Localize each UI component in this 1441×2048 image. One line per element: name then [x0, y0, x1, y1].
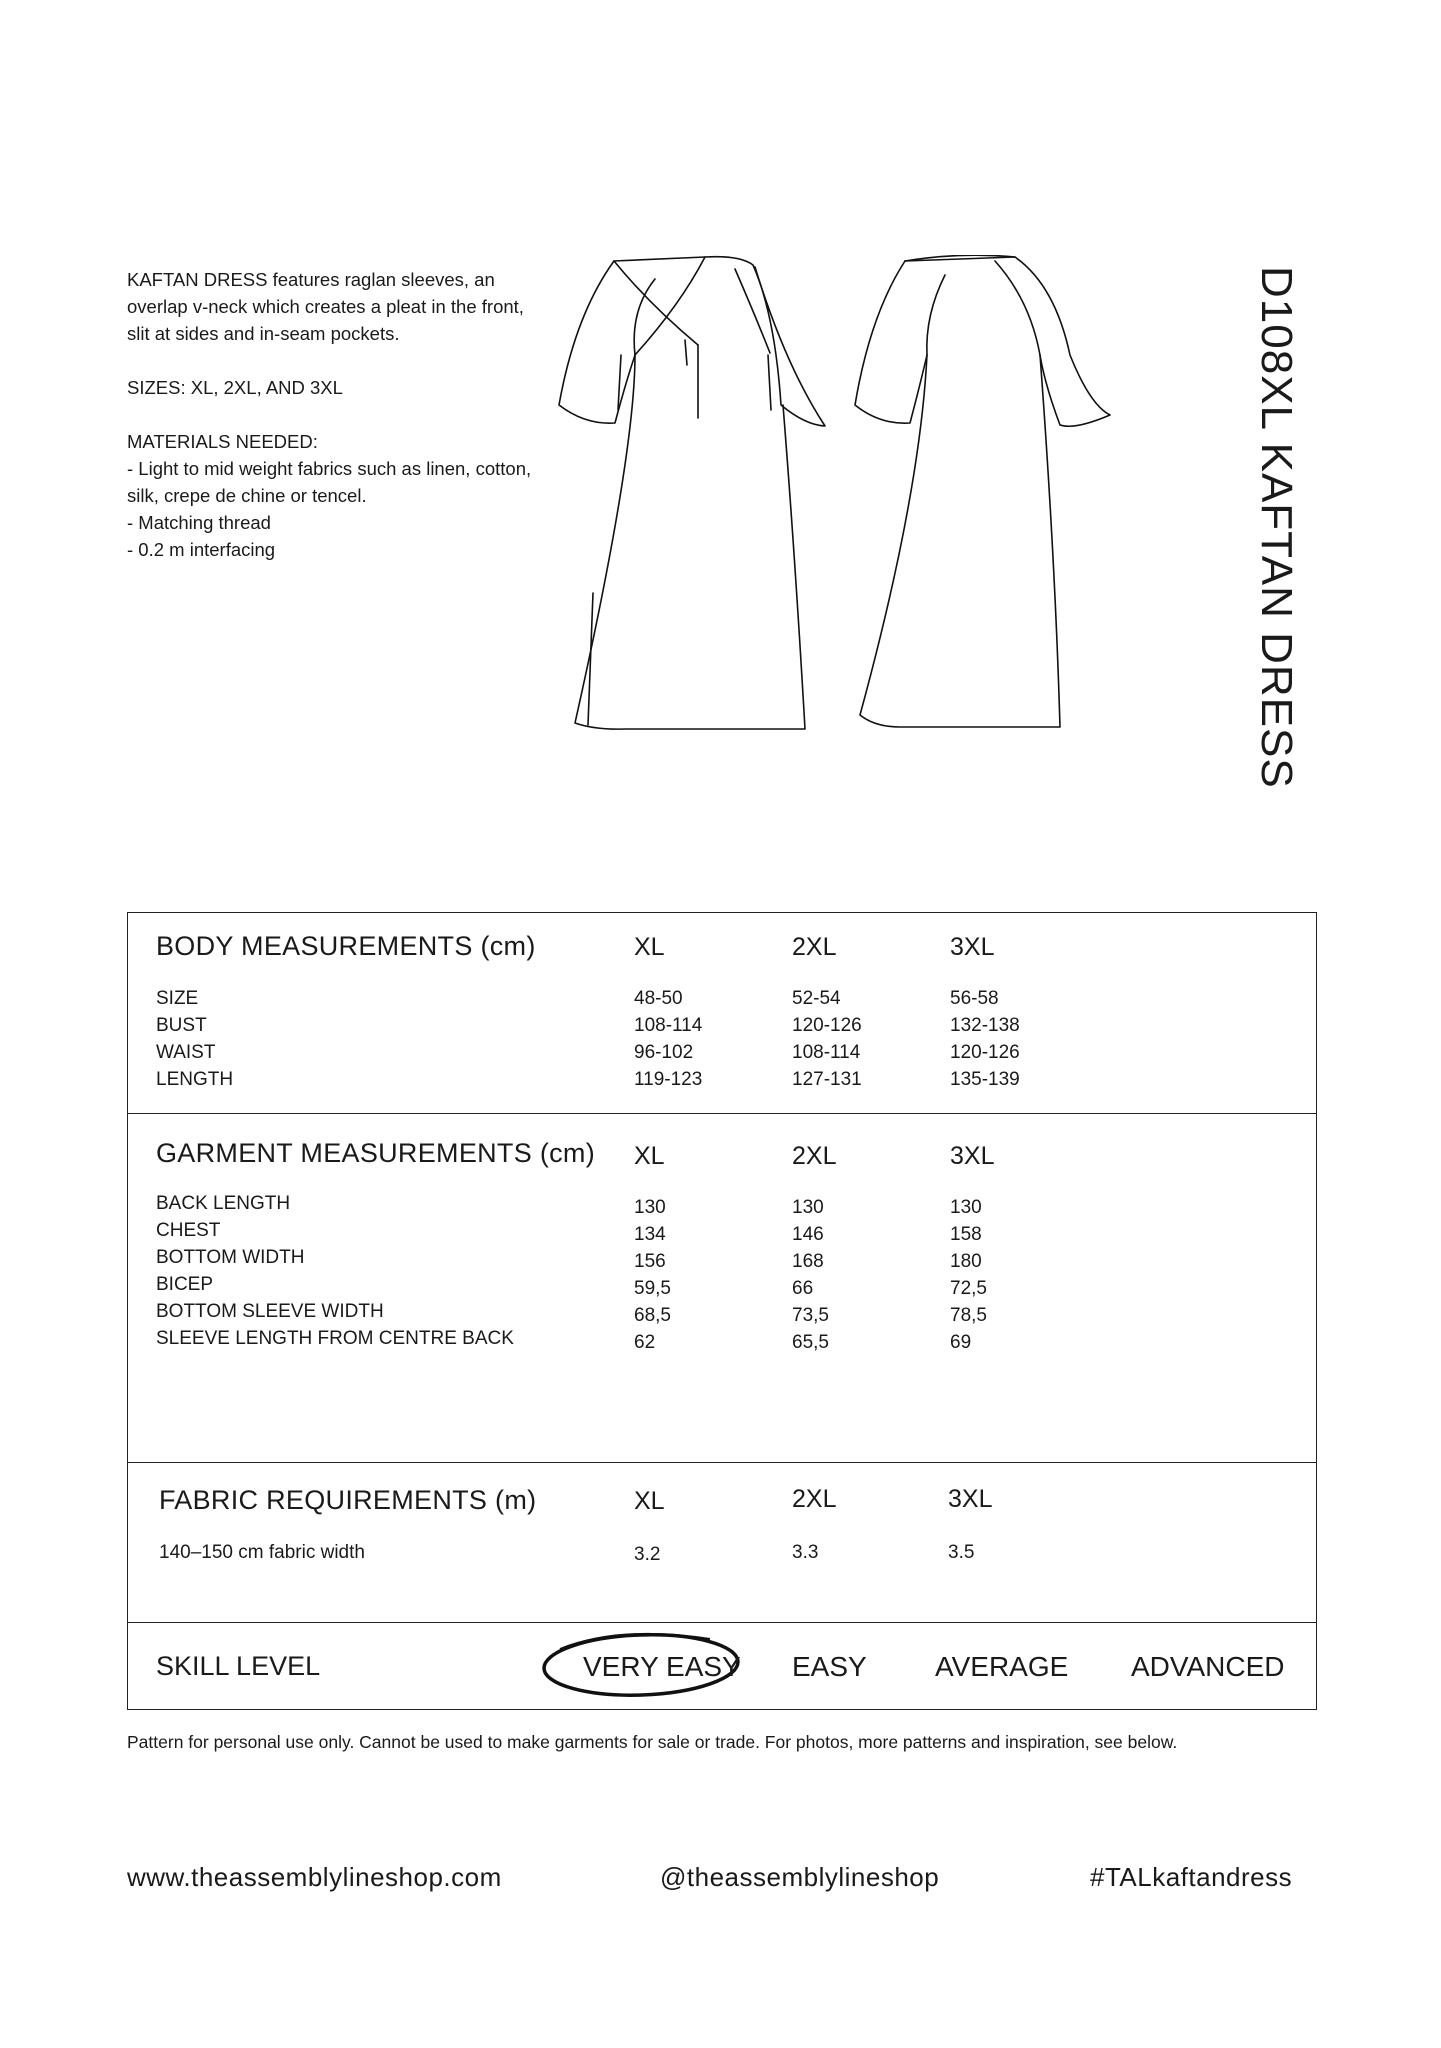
table-cell: 59,5 — [634, 1278, 671, 1299]
row-label: WAIST — [156, 1042, 216, 1063]
row-label: BICEP — [156, 1274, 214, 1295]
skill-option-advanced: ADVANCED — [1131, 1651, 1285, 1682]
column-header-xl: XL — [634, 1487, 665, 1515]
row-labels — [156, 985, 233, 1093]
row-label: CHEST — [156, 1220, 221, 1241]
row-label: BOTTOM SLEEVE WIDTH — [156, 1301, 384, 1322]
measurements-table — [127, 912, 1317, 1710]
row-label: BUST — [156, 1015, 207, 1036]
table-cell: 146 — [792, 1224, 824, 1245]
back-view-drawing — [855, 255, 1110, 727]
column-header-3xl: 3XL — [950, 933, 995, 961]
website-link[interactable]: www.theassemblylineshop.com — [127, 1862, 502, 1892]
table-cell: 120-126 — [792, 1015, 862, 1036]
table-cell: 120-126 — [950, 1042, 1020, 1063]
table-cell: 127-131 — [792, 1069, 862, 1090]
material-item: - 0.2 m interfacing — [127, 539, 276, 560]
materials-heading: MATERIALS NEEDED: — [127, 431, 318, 452]
row-label: SLEEVE LENGTH FROM CENTRE BACK — [156, 1328, 514, 1349]
body-measurements-section — [128, 913, 1316, 1114]
skill-option-average: AVERAGE — [935, 1651, 1069, 1682]
table-cell: 96-102 — [634, 1042, 694, 1063]
hashtag: #TALkaftandress — [1090, 1862, 1293, 1892]
dress-technical-sketch — [555, 255, 1115, 735]
sizes-text: SIZES: XL, 2XL, AND 3XL — [127, 377, 343, 398]
table-cell: 66 — [792, 1278, 814, 1299]
2xl-values — [792, 1194, 829, 1356]
garment-measurements-title: GARMENT MEASUREMENTS (cm) — [156, 1138, 596, 1168]
table-cell: 119-123 — [634, 1069, 703, 1090]
materials-list — [127, 455, 537, 563]
table-cell: 134 — [634, 1224, 666, 1245]
table-cell: 62 — [634, 1332, 656, 1353]
table-cell: 130 — [634, 1197, 666, 1218]
skill-option-easy: EASY — [792, 1651, 867, 1682]
row-label: BOTTOM WIDTH — [156, 1247, 305, 1268]
row-labels — [159, 1539, 365, 1566]
2xl-values — [792, 1539, 818, 1566]
material-item: - Matching thread — [127, 512, 271, 533]
table-cell: 3.2 — [634, 1544, 661, 1565]
column-header-2xl: 2XL — [792, 933, 837, 961]
table-cell: 3.5 — [948, 1542, 975, 1563]
instagram-handle[interactable]: @theassemblylineshop — [660, 1862, 940, 1892]
table-cell: 168 — [792, 1251, 824, 1272]
garment-measurements-section — [128, 1114, 1316, 1463]
table-cell: 156 — [634, 1251, 666, 1272]
skill-level-label: SKILL LEVEL — [156, 1651, 321, 1681]
table-cell: 108-114 — [634, 1015, 703, 1036]
table-cell: 132-138 — [950, 1015, 1020, 1036]
skill-level-section — [128, 1623, 1316, 1709]
pattern-title-vertical — [1230, 266, 1320, 811]
table-cell: 69 — [950, 1332, 972, 1353]
xl-values — [634, 1194, 671, 1356]
row-labels — [156, 1190, 514, 1352]
table-cell: 52-54 — [792, 988, 841, 1009]
row-label: LENGTH — [156, 1069, 234, 1090]
column-header-xl: XL — [634, 933, 665, 961]
3xl-values — [950, 1194, 987, 1356]
table-cell: 180 — [950, 1251, 982, 1272]
table-cell: 73,5 — [792, 1305, 829, 1326]
column-header-2xl: 2XL — [792, 1485, 837, 1513]
column-header-xl: XL — [634, 1142, 665, 1170]
table-cell: 130 — [950, 1197, 982, 1218]
skill-option-very-easy: VERY EASY — [583, 1651, 741, 1682]
2xl-values — [792, 985, 862, 1093]
material-item: - Light to mid weight fabrics such as linen, cotton, silk, crepe de chine or tencel. — [127, 458, 532, 506]
table-cell: 68,5 — [634, 1305, 671, 1326]
row-label: SIZE — [156, 988, 199, 1009]
fabric-requirements-section — [128, 1463, 1316, 1623]
table-cell: 56-58 — [950, 988, 999, 1009]
table-cell: 130 — [792, 1197, 824, 1218]
table-cell: 78,5 — [950, 1305, 987, 1326]
column-header-2xl: 2XL — [792, 1142, 837, 1170]
fabric-requirements-title: FABRIC REQUIREMENTS (m) — [159, 1485, 537, 1515]
table-cell: 3.3 — [792, 1542, 819, 1563]
pattern-title: D108XL KAFTAN DRESS — [1252, 266, 1301, 789]
table-cell: 48-50 — [634, 988, 683, 1009]
table-cell: 135-139 — [950, 1069, 1020, 1090]
table-cell: 158 — [950, 1224, 982, 1245]
usage-note: Pattern for personal use only. Cannot be used to make garments for sale or trade. For photos, more patterns and inspiration, see below. — [127, 1732, 1178, 1752]
table-cell: 108-114 — [792, 1042, 861, 1063]
table-cell: 72,5 — [950, 1278, 987, 1299]
3xl-values — [950, 985, 1020, 1093]
body-measurements-title: BODY MEASUREMENTS (cm) — [156, 931, 536, 961]
row-label: 140–150 cm fabric width — [159, 1542, 365, 1563]
column-header-3xl: 3XL — [948, 1485, 993, 1513]
3xl-values — [948, 1539, 974, 1566]
xl-values — [634, 1541, 660, 1568]
description-intro: KAFTAN DRESS features raglan sleeves, an overlap v-neck which creates a pleat in the front, slit at sides and in-seam pockets. — [127, 269, 524, 344]
row-label: BACK LENGTH — [156, 1193, 291, 1214]
xl-values — [634, 985, 702, 1093]
front-view-drawing — [559, 257, 825, 729]
pattern-description — [127, 266, 537, 563]
column-header-3xl: 3XL — [950, 1142, 995, 1170]
table-cell: 65,5 — [792, 1332, 829, 1353]
